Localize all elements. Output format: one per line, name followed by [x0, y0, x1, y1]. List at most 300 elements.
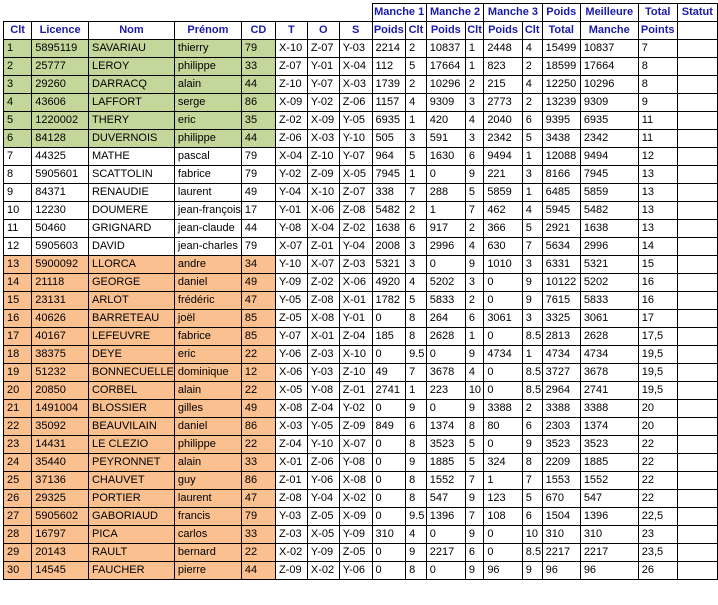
prenom-cell: fabrice	[174, 166, 241, 184]
table-row	[4, 526, 718, 544]
statut-cell	[677, 328, 717, 346]
cd-cell: 85	[241, 310, 275, 328]
o-cell: Y-08	[307, 382, 339, 400]
statut-cell	[677, 310, 717, 328]
prenom-header: Prénom	[174, 22, 241, 40]
manche-1-poids-cell: 0	[372, 454, 406, 472]
manche-1-clt-cell: 8	[406, 310, 427, 328]
manche-2-poids-cell: 0	[426, 346, 465, 364]
manche-2-clt-cell: 6	[465, 310, 484, 328]
manche-2-poids-cell: 420	[426, 112, 465, 130]
poids-total-cell: 2921	[542, 220, 580, 238]
meilleure-manche-cell: 547	[580, 490, 638, 508]
licence-cell: 5905603	[32, 238, 89, 256]
meilleure-manche-cell: 10296	[580, 76, 638, 94]
table-row	[4, 328, 718, 346]
clt-cell: 16	[4, 310, 32, 328]
poids-total-cell: 1504	[542, 508, 580, 526]
licence-cell: 5905601	[32, 166, 89, 184]
manche-2-clt-cell: 9	[465, 256, 484, 274]
clt-cell: 11	[4, 220, 32, 238]
manche-3-poids-cell: 2342	[484, 130, 522, 148]
licence-cell: 37136	[32, 472, 89, 490]
prenom-cell: jean-françois	[174, 202, 241, 220]
meilleure-manche-cell: 5321	[580, 256, 638, 274]
prenom-cell: francis	[174, 508, 241, 526]
nom-cell: BEAUVILAIN	[88, 418, 174, 436]
t-cell: Z-02	[275, 112, 307, 130]
t-cell: Y-03	[275, 508, 307, 526]
o-cell: Y-06	[307, 472, 339, 490]
manche-3-clt-cell: 8.5	[522, 328, 542, 346]
statut-cell	[677, 148, 717, 166]
poids-total-cell: 8166	[542, 166, 580, 184]
nom-cell: MATHE	[88, 148, 174, 166]
table-row	[4, 472, 718, 490]
nom-cell: GABORIAUD	[88, 508, 174, 526]
manche-1-clt-cell: 8	[406, 472, 427, 490]
o-cell: Y-09	[307, 544, 339, 562]
prenom-cell: serge	[174, 94, 241, 112]
prenom-cell: daniel	[174, 418, 241, 436]
total-points-cell: 13	[638, 202, 677, 220]
licence-cell: 5905602	[32, 508, 89, 526]
manche-1-clt-cell: 8	[406, 436, 427, 454]
manche-1-clt-cell: 5	[406, 148, 427, 166]
t-cell: X-07	[275, 238, 307, 256]
manche-2-poids-cell: 1552	[426, 472, 465, 490]
cd-cell: 49	[241, 274, 275, 292]
manche-3-clt-cell: 3	[522, 256, 542, 274]
meilleure-manche-cell: 5859	[580, 184, 638, 202]
licence-cell: 16797	[32, 526, 89, 544]
clt-cell: 10	[4, 202, 32, 220]
t-header: T	[275, 22, 307, 40]
manche-2-clt-cell: 7	[465, 508, 484, 526]
manche-3-clt-cell: 8.5	[522, 382, 542, 400]
statut-cell	[677, 364, 717, 382]
prenom-cell: jean-charles	[174, 238, 241, 256]
nom-cell: LLORCA	[88, 256, 174, 274]
cd-cell: 47	[241, 292, 275, 310]
o-cell: Z-08	[307, 292, 339, 310]
licence-cell: 14545	[32, 562, 89, 580]
poids-total-cell: 2964	[542, 382, 580, 400]
manche-1-poids-cell: 310	[372, 526, 406, 544]
t-cell: X-01	[275, 454, 307, 472]
manche-3-poids-cell: 2040	[484, 112, 522, 130]
manche-2-poids-cell: 9309	[426, 94, 465, 112]
prenom-cell: thierry	[174, 40, 241, 58]
manche-2-clt-cell: 9	[465, 562, 484, 580]
header-row-1	[4, 4, 718, 22]
table-row	[4, 346, 718, 364]
manche-2-clt-cell: 2	[465, 292, 484, 310]
manche-1-poids-cell: 0	[372, 436, 406, 454]
nom-cell: BARRETEAU	[88, 310, 174, 328]
table-row	[4, 130, 718, 148]
meilleure-manche-cell: 2217	[580, 544, 638, 562]
poids-total-cell: 18599	[542, 58, 580, 76]
meilleure-manche-cell: 1885	[580, 454, 638, 472]
nom-cell: PICA	[88, 526, 174, 544]
o-cell: X-09	[307, 112, 339, 130]
s-cell: Z-01	[339, 382, 372, 400]
o-cell: X-02	[307, 562, 339, 580]
total-points-cell: 22,5	[638, 508, 677, 526]
header-spacer	[4, 4, 373, 22]
licence-cell: 35440	[32, 454, 89, 472]
meilleure-manche-cell: 1638	[580, 220, 638, 238]
manche-1-clt-cell: 2	[406, 76, 427, 94]
manche-3-poids-cell: 0	[484, 274, 522, 292]
table-row	[4, 58, 718, 76]
manche-2-poids-cell: 1	[426, 202, 465, 220]
manche-2-poids-cell: 3523	[426, 436, 465, 454]
cd-cell: 86	[241, 94, 275, 112]
manche-2-clt-cell: 9	[465, 166, 484, 184]
cd-cell: 33	[241, 454, 275, 472]
manche-2-clt-cell: 1	[465, 40, 484, 58]
s-header: S	[339, 22, 372, 40]
s-cell: Y-05	[339, 112, 372, 130]
cd-cell: 22	[241, 436, 275, 454]
o-cell: Y-10	[307, 436, 339, 454]
total-points-cell: 20	[638, 400, 677, 418]
o-cell: Y-03	[307, 364, 339, 382]
total-points-cell: 23,5	[638, 544, 677, 562]
licence-cell: 25777	[32, 58, 89, 76]
licence-cell: 14431	[32, 436, 89, 454]
cd-cell: 86	[241, 472, 275, 490]
total-points-cell: 16	[638, 274, 677, 292]
prenom-cell: eric	[174, 112, 241, 130]
t-cell: Y-04	[275, 184, 307, 202]
manche-3-poids-cell: 0	[484, 292, 522, 310]
meilleure-manche-header-top: Meilleure	[580, 4, 638, 22]
o-cell: Y-07	[307, 76, 339, 94]
t-cell: Z-10	[275, 76, 307, 94]
manche-2-clt-cell: 3	[465, 274, 484, 292]
statut-header-blank	[677, 22, 717, 40]
manche-3-clt-cell: 2	[522, 58, 542, 76]
cd-cell: 44	[241, 562, 275, 580]
table-row	[4, 454, 718, 472]
t-cell: Y-01	[275, 202, 307, 220]
manche-1-poids-cell: 2008	[372, 238, 406, 256]
nom-cell: PEYRONNET	[88, 454, 174, 472]
s-cell: X-09	[339, 508, 372, 526]
manche-1-clt-cell: 4	[406, 274, 427, 292]
manche-2-poids-cell: 10837	[426, 40, 465, 58]
meilleure-manche-cell: 7945	[580, 166, 638, 184]
licence-cell: 44325	[32, 148, 89, 166]
o-cell: X-03	[307, 130, 339, 148]
clt-cell: 23	[4, 436, 32, 454]
prenom-cell: bernard	[174, 544, 241, 562]
poids-total-cell: 13239	[542, 94, 580, 112]
manche-1-poids-cell: 2214	[372, 40, 406, 58]
clt-cell: 19	[4, 364, 32, 382]
manche-3-clt-cell: 2	[522, 94, 542, 112]
manche-3-clt-cell: 7	[522, 238, 542, 256]
o-cell: Z-01	[307, 238, 339, 256]
manche-2-header: Manche 2	[426, 4, 484, 22]
o-cell: Y-01	[307, 58, 339, 76]
cd-cell: 44	[241, 130, 275, 148]
o-header: O	[307, 22, 339, 40]
nom-cell: BLOSSIER	[88, 400, 174, 418]
nom-cell: DOUMERE	[88, 202, 174, 220]
o-cell: Z-06	[307, 454, 339, 472]
manche-3-clt-cell: 9	[522, 292, 542, 310]
prenom-cell: jean-claude	[174, 220, 241, 238]
manche-1-clt-cell: 9	[406, 544, 427, 562]
o-cell: Z-07	[307, 40, 339, 58]
manche-2-clt-cell: 6	[465, 544, 484, 562]
statut-cell	[677, 508, 717, 526]
statut-cell	[677, 40, 717, 58]
clt-cell: 6	[4, 130, 32, 148]
meilleure-manche-cell: 3061	[580, 310, 638, 328]
manche-3-clt-cell: 9	[522, 274, 542, 292]
total-points-cell: 23	[638, 526, 677, 544]
prenom-cell: carlos	[174, 526, 241, 544]
manche-3-clt-cell: 7	[522, 472, 542, 490]
manche-1-clt-cell: 1	[406, 166, 427, 184]
table-row	[4, 436, 718, 454]
t-cell: Y-02	[275, 166, 307, 184]
poids-total-cell: 310	[542, 526, 580, 544]
manche-2-poids-cell: 17664	[426, 58, 465, 76]
s-cell: Y-09	[339, 526, 372, 544]
manche-3-poids-cell: 96	[484, 562, 522, 580]
licence-cell: 51232	[32, 364, 89, 382]
meilleure-manche-cell: 17664	[580, 58, 638, 76]
nom-cell: SCATTOLIN	[88, 166, 174, 184]
meilleure-manche-cell: 6935	[580, 112, 638, 130]
manche-1-clt-cell: 8	[406, 490, 427, 508]
manche-1-poids-cell: 0	[372, 544, 406, 562]
licence-cell: 5900092	[32, 256, 89, 274]
manche-3-clt-cell: 6	[522, 112, 542, 130]
total-points-cell: 8	[638, 76, 677, 94]
total-points-cell: 11	[638, 112, 677, 130]
manche-1-poids-cell: 49	[372, 364, 406, 382]
manche-3-clt-cell: 1	[522, 148, 542, 166]
manche-3-poids-cell: 0	[484, 526, 522, 544]
manche-2-clt-cell: 9	[465, 490, 484, 508]
manche-3-clt-cell: 8.5	[522, 364, 542, 382]
total-points-cell: 19,5	[638, 382, 677, 400]
manche-1-poids-cell: 964	[372, 148, 406, 166]
licence-cell: 1491004	[32, 400, 89, 418]
nom-cell: LEROY	[88, 58, 174, 76]
t-cell: X-08	[275, 400, 307, 418]
prenom-cell: philippe	[174, 130, 241, 148]
clt-cell: 9	[4, 184, 32, 202]
poids-total-cell: 2209	[542, 454, 580, 472]
table-row	[4, 490, 718, 508]
o-cell: X-08	[307, 310, 339, 328]
cd-cell: 85	[241, 328, 275, 346]
table-row	[4, 382, 718, 400]
o-cell: Y-04	[307, 490, 339, 508]
poids-total-cell: 670	[542, 490, 580, 508]
total-points-cell: 9	[638, 94, 677, 112]
manche-2-poids-cell: 223	[426, 382, 465, 400]
manche-2-clt-cell: 9	[465, 346, 484, 364]
poids-total-cell: 15499	[542, 40, 580, 58]
o-cell: X-05	[307, 526, 339, 544]
t-cell: Z-08	[275, 490, 307, 508]
manche-1-clt-cell: 4	[406, 526, 427, 544]
total-points-cell: 13	[638, 184, 677, 202]
licence-cell: 20143	[32, 544, 89, 562]
manche-1-poids-cell: 505	[372, 130, 406, 148]
nom-cell: LEFEUVRE	[88, 328, 174, 346]
manche-1-poids-cell: 0	[372, 310, 406, 328]
manche-2-poids-cell: 0	[426, 562, 465, 580]
s-cell: Y-01	[339, 310, 372, 328]
table-row	[4, 364, 718, 382]
manche-1-poids-cell: 4920	[372, 274, 406, 292]
licence-cell: 5895119	[32, 40, 89, 58]
clt-cell: 18	[4, 346, 32, 364]
table-row	[4, 274, 718, 292]
manche-1-clt-cell: 3	[406, 256, 427, 274]
nom-cell: RAULT	[88, 544, 174, 562]
clt-cell: 13	[4, 256, 32, 274]
manche-3-clt-cell: 5	[522, 130, 542, 148]
prenom-cell: laurent	[174, 184, 241, 202]
cd-cell: 22	[241, 346, 275, 364]
manche-1-poids-cell: 338	[372, 184, 406, 202]
poids-total-cell: 5634	[542, 238, 580, 256]
manche-1-poids-cell: 1638	[372, 220, 406, 238]
poids-total-cell: 3388	[542, 400, 580, 418]
prenom-cell: alain	[174, 382, 241, 400]
meilleure-manche-cell: 2342	[580, 130, 638, 148]
poids-total-header-top: Poids	[542, 4, 580, 22]
table-row	[4, 256, 718, 274]
clt-cell: 12	[4, 238, 32, 256]
manche-2-poids-cell: 1630	[426, 148, 465, 166]
manche-1-clt-cell: 1	[406, 112, 427, 130]
manche-1-clt-cell: 9	[406, 400, 427, 418]
prenom-cell: laurent	[174, 490, 241, 508]
nom-cell: THERY	[88, 112, 174, 130]
s-cell: Z-10	[339, 364, 372, 382]
poids-total-cell: 3523	[542, 436, 580, 454]
manche-3-poids-cell: 108	[484, 508, 522, 526]
manche-2-poids-cell: 1374	[426, 418, 465, 436]
o-cell: Z-10	[307, 148, 339, 166]
total-points-cell: 11	[638, 130, 677, 148]
statut-cell	[677, 130, 717, 148]
manche-1-clt-cell: 7	[406, 364, 427, 382]
manche-3-poids-cell: 630	[484, 238, 522, 256]
s-cell: X-10	[339, 346, 372, 364]
manche-1-poids-cell: 1157	[372, 94, 406, 112]
nom-cell: DUVERNOIS	[88, 130, 174, 148]
manche-3-clt-cell: 5	[522, 490, 542, 508]
clt-cell: 17	[4, 328, 32, 346]
manche-1-clt-cell: 2	[406, 202, 427, 220]
manche-3-clt-cell: 4	[522, 40, 542, 58]
clt-header: Clt	[4, 22, 32, 40]
manche-3-poids-cell: 9494	[484, 148, 522, 166]
meilleure-manche-cell: 4734	[580, 346, 638, 364]
manche-1-header: Manche 1	[372, 4, 426, 22]
licence-cell: 35092	[32, 418, 89, 436]
nom-cell: DEYE	[88, 346, 174, 364]
manche-3-clt-cell: 4	[522, 76, 542, 94]
meilleure-manche-cell: 5833	[580, 292, 638, 310]
meilleure-manche-cell: 3678	[580, 364, 638, 382]
manche-2-poids-cell: 0	[426, 526, 465, 544]
cd-cell: 47	[241, 490, 275, 508]
manche-2-clt-header: Clt	[465, 22, 484, 40]
statut-cell	[677, 526, 717, 544]
statut-cell	[677, 544, 717, 562]
table-row	[4, 562, 718, 580]
table-row	[4, 184, 718, 202]
manche-2-clt-cell: 7	[465, 472, 484, 490]
manche-1-clt-cell: 9.5	[406, 508, 427, 526]
manche-3-clt-cell: 1	[522, 184, 542, 202]
s-cell: Y-10	[339, 130, 372, 148]
manche-3-poids-cell: 2773	[484, 94, 522, 112]
manche-1-poids-cell: 1739	[372, 76, 406, 94]
table-row	[4, 418, 718, 436]
licence-cell: 29260	[32, 76, 89, 94]
total-points-cell: 22	[638, 436, 677, 454]
table-row	[4, 310, 718, 328]
meilleure-manche-cell: 5482	[580, 202, 638, 220]
poids-total-cell: 2813	[542, 328, 580, 346]
manche-2-poids-cell: 2996	[426, 238, 465, 256]
o-cell: X-06	[307, 202, 339, 220]
meilleure-manche-cell: 2628	[580, 328, 638, 346]
manche-1-clt-cell: 5	[406, 58, 427, 76]
table-row	[4, 40, 718, 58]
cd-cell: 79	[241, 148, 275, 166]
t-cell: X-03	[275, 418, 307, 436]
licence-cell: 20850	[32, 382, 89, 400]
statut-cell	[677, 220, 717, 238]
licence-cell: 84128	[32, 130, 89, 148]
manche-2-poids-cell: 0	[426, 166, 465, 184]
nom-cell: RENAUDIE	[88, 184, 174, 202]
clt-cell: 22	[4, 418, 32, 436]
manche-3-clt-cell: 9	[522, 562, 542, 580]
manche-1-poids-cell: 5482	[372, 202, 406, 220]
prenom-cell: fabrice	[174, 328, 241, 346]
s-cell: Y-02	[339, 400, 372, 418]
s-cell: Z-03	[339, 256, 372, 274]
manche-3-poids-cell: 215	[484, 76, 522, 94]
manche-3-clt-cell: 10	[522, 526, 542, 544]
nom-header: Nom	[88, 22, 174, 40]
cd-cell: 34	[241, 256, 275, 274]
manche-3-clt-cell: 6	[522, 508, 542, 526]
t-cell: X-06	[275, 364, 307, 382]
t-cell: X-10	[275, 40, 307, 58]
manche-2-poids-cell: 1396	[426, 508, 465, 526]
clt-cell: 30	[4, 562, 32, 580]
statut-cell	[677, 346, 717, 364]
